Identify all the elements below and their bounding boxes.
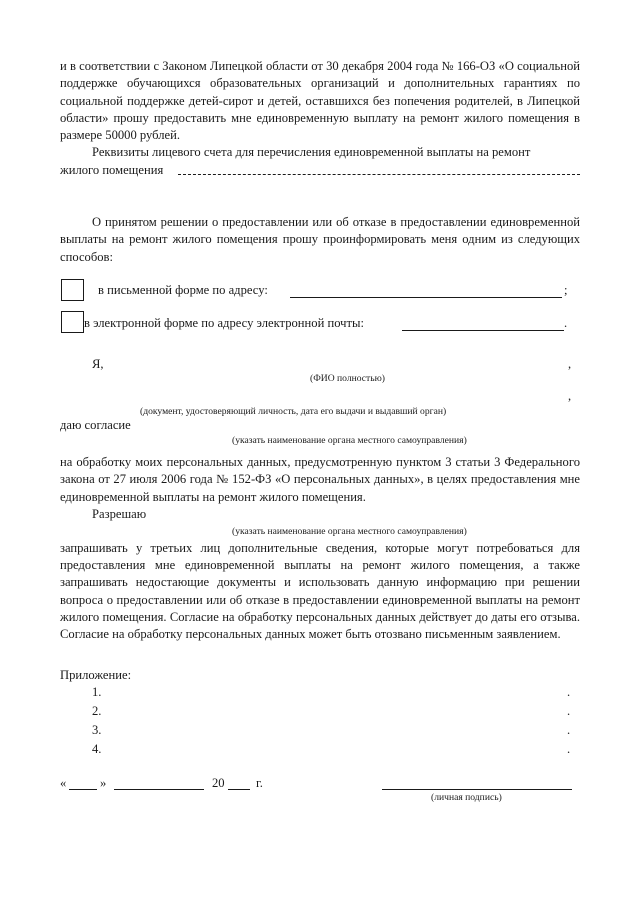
signature-caption: (личная подпись) bbox=[431, 791, 502, 803]
quote-open: « bbox=[60, 775, 67, 790]
written-form-checkbox[interactable] bbox=[61, 279, 84, 301]
attachments-block bbox=[60, 667, 580, 767]
attachments-title: Приложение: bbox=[60, 667, 132, 682]
year-prefix: 20 bbox=[212, 775, 225, 790]
attachment-end-1: . bbox=[567, 684, 571, 699]
day-field[interactable] bbox=[69, 789, 97, 790]
written-form-label: в письменной форме по адресу: bbox=[98, 282, 268, 297]
attachment-end-2: . bbox=[567, 703, 571, 718]
permit-row bbox=[60, 506, 580, 540]
requisites-row bbox=[60, 162, 580, 179]
notify-paragraph: О принятом решении о предоставлении или об отказе в предоставлении единовременной выплаты на ремонт жилого помещения прошу проинформировать меня одним из следующих способов: bbox=[60, 215, 580, 264]
id-document-field[interactable] bbox=[60, 400, 566, 401]
account-number-field[interactable] bbox=[178, 174, 580, 175]
requisites-line-1: Реквизиты лицевого счета для перечисления единовременной выплаты на ремонт bbox=[92, 145, 531, 160]
signature-field[interactable] bbox=[382, 789, 572, 790]
fio-comma: , bbox=[568, 356, 572, 371]
month-field[interactable] bbox=[114, 789, 204, 790]
year-suffix: г. bbox=[256, 775, 263, 790]
attachment-end-3: . bbox=[567, 722, 571, 737]
attachment-end-4: . bbox=[567, 741, 571, 756]
email-address-field[interactable] bbox=[402, 330, 564, 331]
email-form-end: . bbox=[564, 315, 568, 330]
ya-label: Я, bbox=[92, 356, 104, 371]
request-paragraph: запрашивать у третьих лиц дополнительные сведения, которые могут потребоваться для предоставления мне единовременной выплаты на ремонт жилого помещения, а также запрашивать недостающие документы и использовать данную информацию при решении вопроса о предоставлении или об отказе в предоставлении единовременной выплаты на ремонт жилого помещения. Согласие на обработку персональных данных действует до даты его отзыва. Согласие на обработку персональных данных может быть отозвано письменным заявлением. bbox=[60, 540, 580, 642]
attachment-num-1: 1. bbox=[92, 684, 102, 699]
attachment-num-4: 4. bbox=[92, 741, 102, 756]
give-consent-label: даю согласие bbox=[60, 417, 131, 432]
organ-caption-1: (указать наименование органа местного самоуправления) bbox=[232, 434, 467, 446]
fio-field[interactable] bbox=[110, 370, 566, 371]
intro-paragraph: и в соответствии с Законом Липецкой области от 30 декабря 2004 года № 166-ОЗ «О социальной поддержке обучающихся образовательных организаций и дополнительных гарантиях по социальной поддержке детей-сирот и детей, оставшихся без попечения родителей, в Липецкой области» прошу предоставить мне единовременную выплату на ремонт жилого помещения в размере 50000 рублей. bbox=[60, 59, 580, 143]
doc-comma: , bbox=[568, 388, 572, 403]
doc-caption: (документ, удостоверяющий личность, дата его выдачи и выдавший орган) bbox=[140, 405, 447, 417]
year-field[interactable] bbox=[228, 789, 250, 790]
quote-close: » bbox=[100, 775, 107, 790]
written-form-end: ; bbox=[564, 282, 568, 297]
attachment-num-3: 3. bbox=[92, 722, 102, 737]
fio-caption: (ФИО полностью) bbox=[310, 372, 385, 384]
email-form-label: в электронной форме по адресу электронной почты: bbox=[84, 315, 364, 330]
attachment-num-2: 2. bbox=[92, 703, 102, 718]
application-document bbox=[60, 58, 580, 813]
requisites-line-2: жилого помещения bbox=[60, 162, 164, 177]
permit-label: Разрешаю bbox=[92, 506, 147, 521]
organ-caption-2: (указать наименование органа местного самоуправления) bbox=[232, 525, 467, 537]
consent-block bbox=[60, 356, 580, 456]
postal-address-field[interactable] bbox=[290, 297, 562, 298]
date-signature-row bbox=[60, 773, 580, 813]
processing-paragraph: на обработку моих персональных данных, предусмотренную пунктом 3 статьи 3 Федерального закона от 27 июля 2006 года № 152-ФЗ «О персональных данных», в целях предоставления мне единовременной выплаты на ремонт жилого помещения. bbox=[60, 454, 580, 504]
notify-options bbox=[60, 274, 580, 346]
email-form-checkbox[interactable] bbox=[61, 311, 84, 333]
